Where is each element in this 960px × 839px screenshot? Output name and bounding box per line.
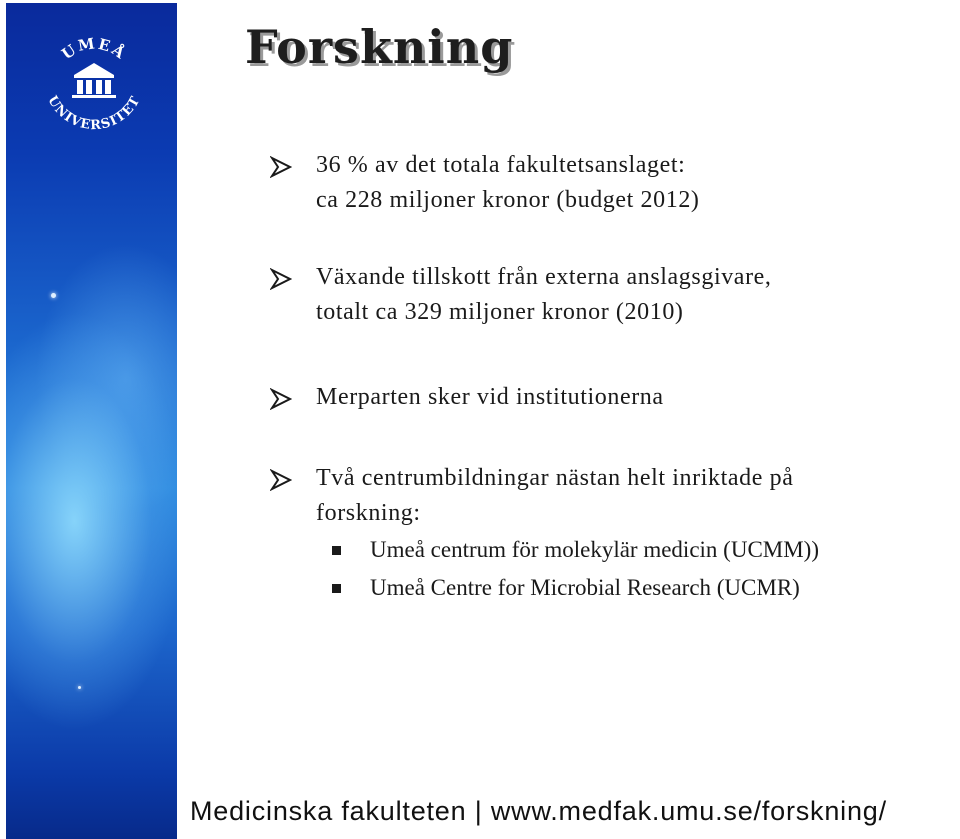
bullet-line: forskning: <box>316 500 421 526</box>
bullet-item <box>270 260 960 330</box>
slide-title: Forskning <box>245 20 514 74</box>
sub-bullet-text: Umeå centrum för molekylär medicin (UCMM)) <box>370 537 820 562</box>
umea-universitet-logo <box>34 29 154 139</box>
sub-bullet-text: Umeå Centre for Microbial Research (UCMR) <box>370 575 800 600</box>
square-bullet-icon <box>332 546 341 555</box>
star-decoration <box>51 293 56 298</box>
bullet-line: Växande tillskott från externa anslagsgivare, <box>316 264 772 290</box>
sub-bullet-item <box>332 569 960 607</box>
bullet-list <box>270 148 960 607</box>
bullet-line: 36 % av det totala fakultetsanslaget: <box>316 152 686 178</box>
bullet-item <box>270 461 960 531</box>
bullet-item <box>270 148 960 218</box>
building-icon <box>72 63 116 98</box>
arrowhead-icon <box>270 268 292 290</box>
svg-text:UMEÅ: UMEÅ <box>58 34 130 64</box>
arrowhead-icon <box>270 469 292 491</box>
bullet-line: Två centrumbildningar nästan helt inriktade på <box>316 465 794 491</box>
decorative-sidebar <box>6 3 177 839</box>
footer: Medicinska fakulteten | www.medfak.umu.se/forskning/ <box>190 796 887 826</box>
arrowhead-icon <box>270 156 292 178</box>
bullet-item <box>270 380 960 415</box>
arrowhead-icon <box>270 388 292 410</box>
star-decoration <box>78 686 81 689</box>
bullet-line: Merparten sker vid institutionerna <box>316 384 664 410</box>
svg-text:UNIVERSITET: UNIVERSITET <box>44 93 144 134</box>
bullet-line: ca 228 miljoner kronor (budget 2012) <box>316 187 700 213</box>
sub-bullet-item <box>332 531 960 569</box>
bullet-line: totalt ca 329 miljoner kronor (2010) <box>316 299 684 325</box>
square-bullet-icon <box>332 584 341 593</box>
